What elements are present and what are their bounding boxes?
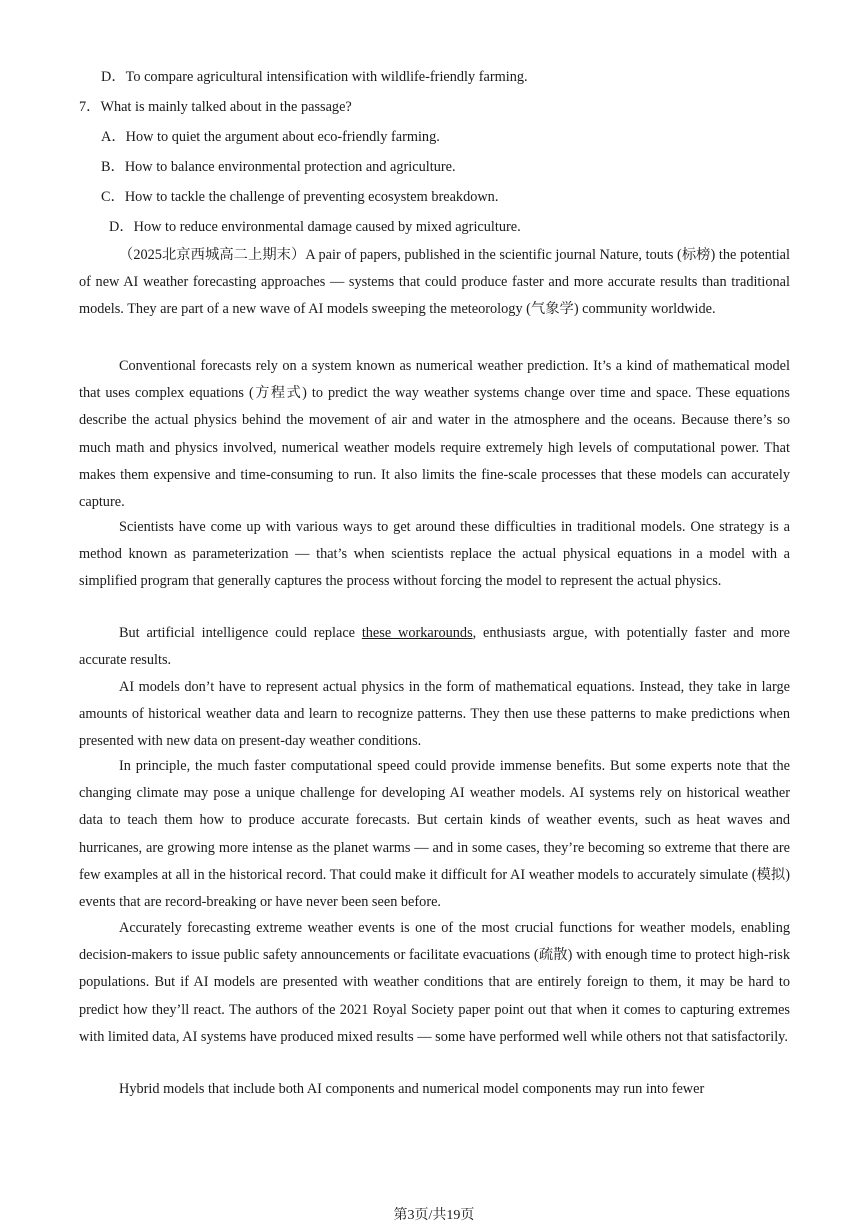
question-7-option-c: C．How to tackle the challenge of preventing ecosystem breakdown. [101, 189, 499, 205]
page-number: 第3页/共19页 [393, 1208, 475, 1223]
underlined-phrase: these workarounds [361, 625, 473, 641]
paragraph-1-text: A pair of papers, published in the scientific journal Nature, touts (标榜) the potential of new AI weather forecasting approaches — systems that could produce faster and more accurate results than traditional models. They are part of a new wave of AI models sweeping the meteorology (气象学) community worldwide. [79, 247, 790, 318]
question-7-stem: 7．What is mainly talked about in the passage? [79, 99, 352, 115]
passage-paragraph-5: AI models don’t have to represent actual physics in the form of mathematical equations. Instead, they take in large amounts of historical weather data and learn to recognize patterns. They then use these patterns to make predictions when presented with new data on present-day weather conditions. [79, 679, 790, 750]
passage-paragraph-2: Conventional forecasts rely on a system known as numerical weather prediction. It’s a kind of mathematical model that uses complex equations (方程式) to predict the way weather systems change over time and space. These equations describe the actual physics behind the movement of air and water in the atmosphere and the oceans. Because there’s so much math and physics involved, numerical weather models require extremely high levels of computational power. That makes them expensive and time-consuming to run. It also limits the fine-scale processes that these models can accurately capture. [79, 358, 790, 511]
question-7-option-b: B．How to balance environmental protection and agriculture. [101, 159, 456, 175]
paragraph-4-before: But artificial intelligence could replace [119, 625, 362, 641]
passage-paragraph-7: Accurately forecasting extreme weather events is one of the most crucial functions for weather models, enabling decision-makers to issue public safety announcements or facilitate evacuations (疏散) with enough time to protect high-risk populations. But if AI models are presented with weather conditions that are entirely foreign to them, it may be hard to predict how they’ll react. The authors of the 2021 Royal Society paper point out that when it comes to capturing extremes with limited data, AI systems have produced mixed results — some have performed well while others not that satisfactorily. [79, 920, 790, 1045]
passage-paragraph-1 [79, 242, 790, 324]
prev-question-option-d: D．To compare agricultural intensification with wildlife-friendly farming. [101, 69, 528, 85]
passage-source: （2025北京西城高二上期末） [119, 247, 306, 263]
passage-paragraph-4 [79, 620, 790, 674]
passage-paragraph-8: Hybrid models that include both AI components and numerical model components may run into fewer [119, 1081, 705, 1097]
question-7-option-a: A．How to quiet the argument about eco-friendly farming. [101, 129, 440, 145]
paragraph-4-after: , enthusiasts argue, with potentially faster and more accurate results. [79, 625, 790, 669]
passage-paragraph-6: In principle, the much faster computational speed could provide immense benefits. But some experts note that the changing climate may pose a unique challenge for developing AI weather models. AI systems rely on historical weather data to teach them how to produce accurate forecasts. But certain kinds of weather events, such as heat waves and hurricanes, are growing more intense as the planet warms — and in some cases, they’re becoming so extreme that there are few examples at all in the historical record. That could make it difficult for AI weather models to accurately simulate (模拟) events that are record-breaking or have never been seen before. [79, 758, 790, 911]
question-7-option-d: D．How to reduce environmental damage caused by mixed agriculture. [109, 219, 521, 235]
passage-paragraph-3: Scientists have come up with various ways to get around these difficulties in traditional models. One strategy is a method known as parameterization — that’s when scientists replace the actual physical equations in a model with a simplified program that generally captures the process without forcing the model to represent the actual physics. [79, 519, 790, 590]
